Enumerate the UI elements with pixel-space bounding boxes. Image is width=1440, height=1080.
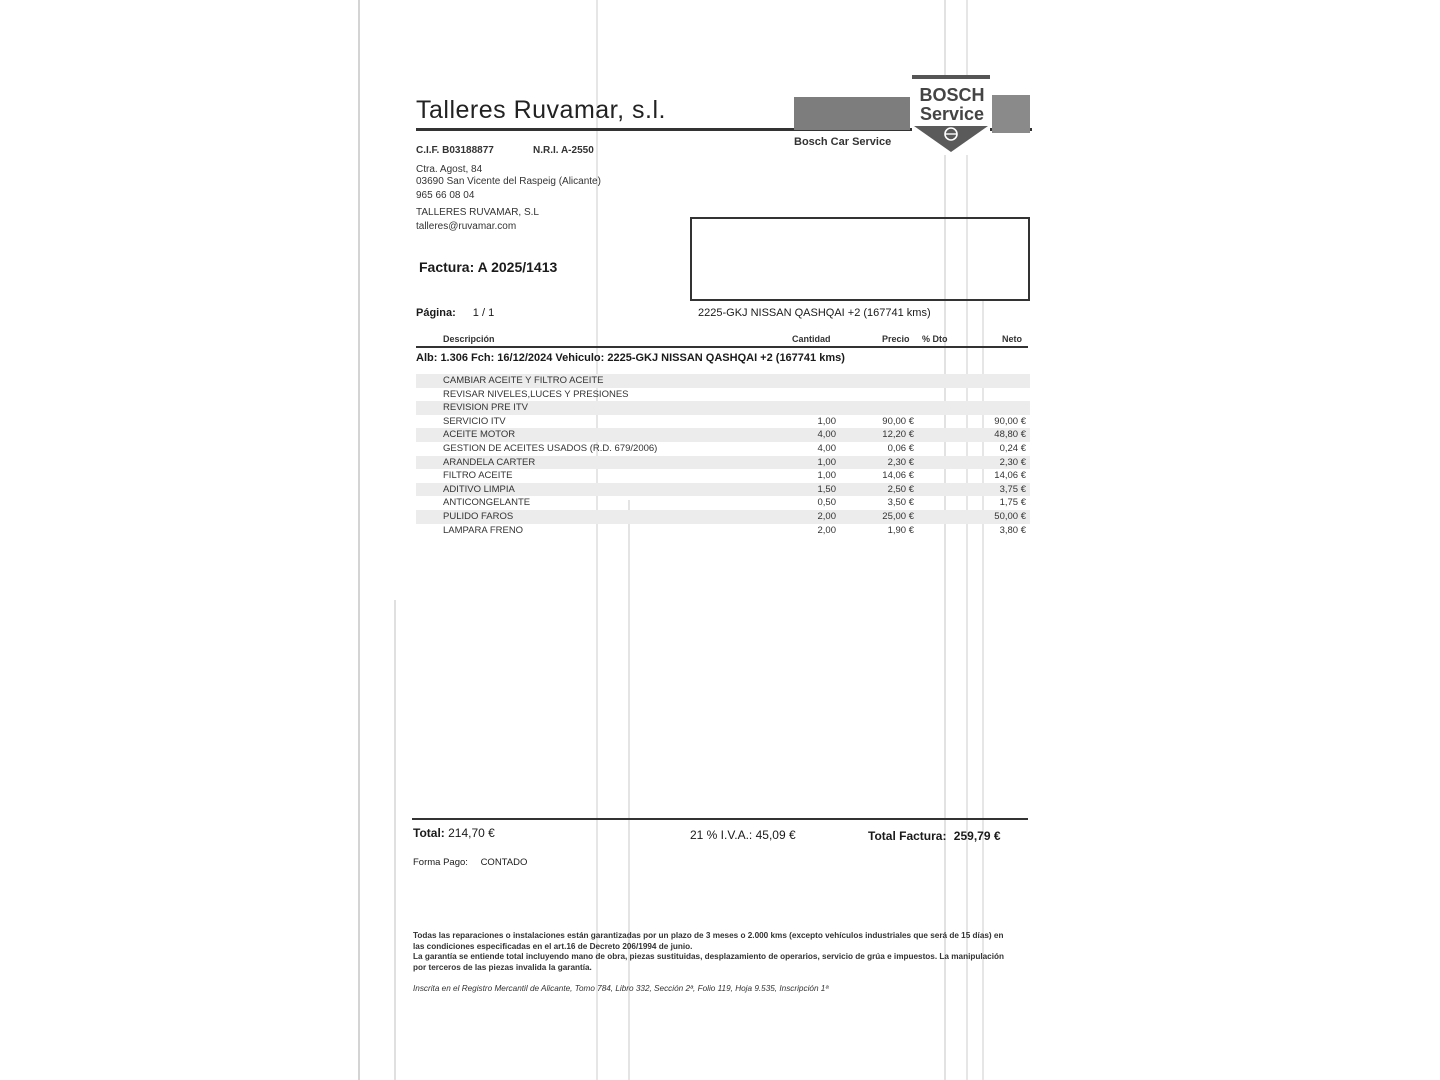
item-desc: PULIDO FAROS bbox=[443, 510, 514, 522]
table-row bbox=[416, 483, 1030, 497]
table-row bbox=[416, 456, 1030, 470]
subtotal bbox=[413, 826, 495, 840]
item-qty: 0,50 bbox=[817, 497, 836, 509]
item-qty: 4,00 bbox=[817, 442, 836, 454]
item-price: 3,50 € bbox=[887, 497, 914, 509]
item-net: 3,75 € bbox=[999, 483, 1026, 495]
item-net: 3,80 € bbox=[999, 524, 1026, 536]
item-net: 2,30 € bbox=[999, 456, 1026, 468]
item-qty: 1,00 bbox=[817, 415, 836, 427]
table-row bbox=[416, 469, 1030, 483]
company-address-line1: Ctra. Agost, 84 bbox=[416, 164, 483, 175]
page-label: Página: bbox=[416, 307, 456, 319]
item-desc: FILTRO ACEITE bbox=[443, 470, 513, 482]
col-header-price: Precio bbox=[882, 334, 910, 344]
table-row bbox=[416, 442, 1030, 456]
scan-streak bbox=[394, 600, 396, 1080]
item-net: 50,00 € bbox=[994, 510, 1026, 522]
item-desc: ARANDELA CARTER bbox=[443, 456, 536, 468]
payment-label: Forma Pago: bbox=[413, 857, 468, 868]
item-price: 0,06 € bbox=[887, 442, 914, 454]
scan-streak bbox=[358, 0, 360, 1080]
invoice-label: Factura: bbox=[419, 259, 475, 275]
item-qty: 1,00 bbox=[817, 456, 836, 468]
col-header-net: Neto bbox=[1002, 334, 1022, 344]
table-row bbox=[416, 415, 1030, 429]
col-header-quantity: Cantidad bbox=[792, 334, 831, 344]
invoice-total-label: Total Factura: bbox=[868, 829, 947, 843]
item-qty: 4,00 bbox=[817, 429, 836, 441]
table-row bbox=[416, 496, 1030, 510]
bosch-logo-line2: Service bbox=[919, 104, 985, 124]
scan-streak bbox=[944, 0, 946, 1080]
table-row bbox=[416, 510, 1030, 524]
item-qty: 2,00 bbox=[817, 510, 836, 522]
payment-value: CONTADO bbox=[480, 857, 528, 868]
company-legal-name: TALLERES RUVAMAR, S.L bbox=[416, 207, 539, 218]
invoice-total bbox=[868, 829, 1001, 843]
item-price: 2,30 € bbox=[887, 456, 914, 468]
item-qty: 2,00 bbox=[817, 524, 836, 536]
table-row bbox=[416, 401, 1030, 415]
brand-bar-left bbox=[794, 97, 910, 130]
item-desc: ADITIVO LIMPIA bbox=[443, 483, 515, 495]
item-net: 48,80 € bbox=[994, 429, 1026, 441]
bosch-car-service-label: Bosch Car Service bbox=[794, 136, 892, 148]
vehicle-summary: 2225-GKJ NISSAN QASHQAI +2 (167741 kms) bbox=[698, 307, 931, 319]
scan-streak bbox=[628, 500, 630, 1080]
invoice-total-value: 259,79 € bbox=[953, 829, 1001, 843]
item-desc: SERVICIO ITV bbox=[443, 415, 506, 427]
header-divider bbox=[416, 346, 1028, 348]
payment-method bbox=[413, 857, 527, 868]
item-qty: 1,00 bbox=[817, 470, 836, 482]
invoice-id: 2025/1413 bbox=[491, 259, 558, 275]
item-price: 14,06 € bbox=[882, 470, 914, 482]
item-price: 2,50 € bbox=[887, 483, 914, 495]
albaran-line: Alb: 1.306 Fch: 16/12/2024 Vehiculo: 2225-GKJ NISSAN QASHQAI +2 (167741 kms) bbox=[416, 352, 845, 364]
company-nri: N.R.I. A-2550 bbox=[533, 145, 594, 156]
invoice-number bbox=[419, 259, 557, 275]
invoice-series: A bbox=[477, 259, 488, 275]
item-desc: REVISION PRE ITV bbox=[443, 402, 528, 414]
company-name: Talleres Ruvamar, s.l. bbox=[416, 96, 666, 124]
company-cif: C.I.F. B03188877 bbox=[416, 145, 494, 156]
iva-label: 21 % I.V.A.: bbox=[690, 828, 753, 842]
company-phone: 965 66 08 04 bbox=[416, 190, 475, 201]
item-net: 0,24 € bbox=[999, 442, 1026, 454]
col-header-description: Descripción bbox=[443, 334, 495, 344]
total-value: 214,70 € bbox=[448, 826, 495, 840]
table-row bbox=[416, 388, 1030, 402]
item-desc: ANTICONGELANTE bbox=[443, 497, 531, 509]
item-desc: LAMPARA FRENO bbox=[443, 524, 524, 536]
table-row bbox=[416, 524, 1030, 538]
company-address-line2: 03690 San Vicente del Raspeig (Alicante) bbox=[416, 176, 601, 187]
bosch-logo-text bbox=[912, 86, 992, 124]
item-price: 90,00 € bbox=[882, 415, 914, 427]
item-qty: 1,50 bbox=[817, 483, 836, 495]
line-items bbox=[416, 374, 1030, 537]
iva-value: 45,09 € bbox=[755, 828, 796, 842]
col-header-discount: % Dto bbox=[922, 334, 948, 344]
registry-text: Inscrita en el Registro Mercantil de Alicante, Tomo 784, Libro 332, Sección 2ª, Folio 119, Hoja 9.535, Inscripción 1ª bbox=[413, 984, 829, 993]
item-price: 25,00 € bbox=[882, 510, 914, 522]
item-desc: GESTION DE ACEITES USADOS (R.D. 679/2006) bbox=[443, 442, 658, 454]
bosch-logo-line1: BOSCH bbox=[919, 85, 985, 105]
item-price: 12,20 € bbox=[882, 429, 914, 441]
item-net: 1,75 € bbox=[999, 497, 1026, 509]
page-value: 1 / 1 bbox=[472, 307, 495, 319]
warranty-text-1: Todas las reparaciones o instalaciones están garantizadas por un plazo de 3 meses o 2.000 kms (excepto vehículos industriales que será de 15 días) en las condiciones especificadas en el art.16 de Decreto 206/1994 de junio. bbox=[413, 931, 1004, 951]
item-net: 90,00 € bbox=[994, 415, 1026, 427]
company-email: talleres@ruvamar.com bbox=[416, 221, 517, 232]
table-row bbox=[416, 428, 1030, 442]
item-desc: CAMBIAR ACEITE Y FILTRO ACEITE bbox=[443, 375, 604, 386]
item-desc: ACEITE MOTOR bbox=[443, 429, 516, 441]
total-label: Total: bbox=[413, 826, 445, 840]
brand-bar-right bbox=[992, 95, 1030, 133]
item-net: 14,06 € bbox=[994, 470, 1026, 482]
warranty-terms bbox=[413, 931, 1013, 973]
footer-divider bbox=[412, 818, 1028, 820]
table-row bbox=[416, 374, 1030, 388]
page-indicator bbox=[416, 307, 494, 319]
item-price: 1,90 € bbox=[887, 524, 914, 536]
bosch-armature-icon bbox=[914, 126, 988, 152]
scan-streak bbox=[966, 0, 968, 1080]
warranty-text-2: La garantía se entiende total incluyendo mano de obra, piezas sustituidas, desplazamiento de operarios, servicio de grúa e impuestos. La manipulación por terceros de las piezas invalida la garantía. bbox=[413, 952, 1005, 972]
vat bbox=[690, 828, 796, 842]
customer-address-box bbox=[690, 217, 1030, 301]
item-desc: REVISAR NIVELES,LUCES Y PRESIONES bbox=[443, 388, 629, 400]
scan-streak bbox=[596, 0, 598, 1080]
